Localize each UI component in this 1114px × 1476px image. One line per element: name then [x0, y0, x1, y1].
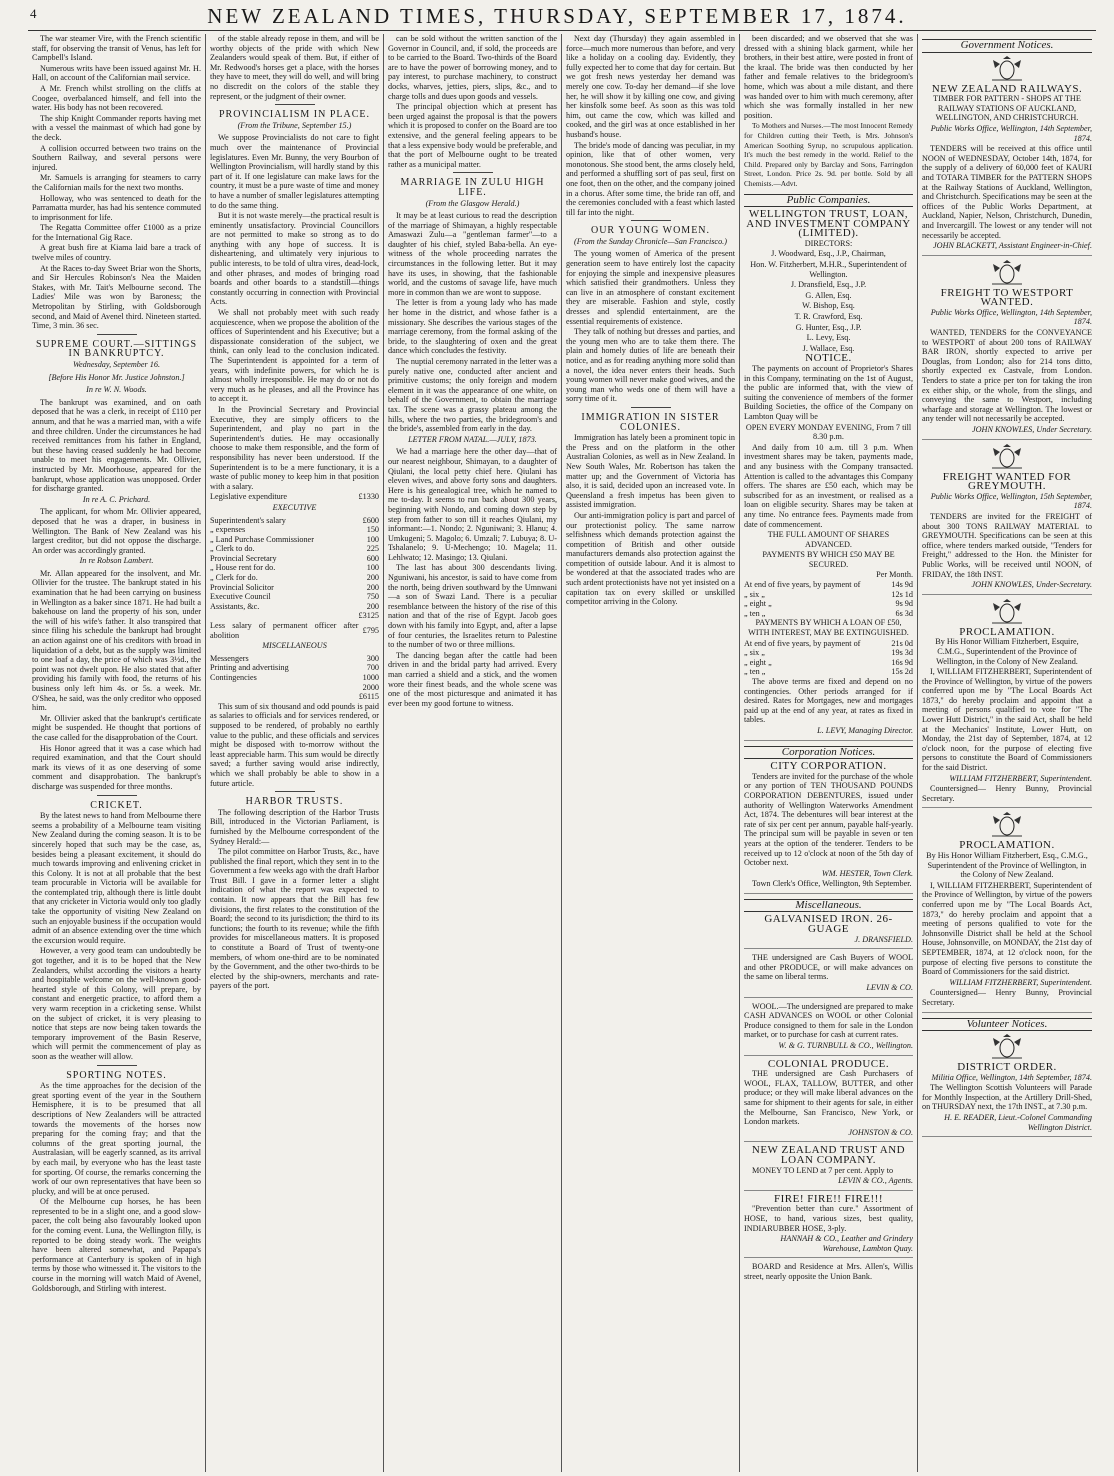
city-advert [744, 762, 913, 894]
marriage-source: (From the Glasgow Herald.) [425, 198, 520, 208]
table-row [210, 663, 379, 673]
table-cell: Legislative expenditure [210, 492, 288, 502]
table-row [744, 580, 913, 590]
misc-label: MISCELLANEOUS [262, 641, 327, 651]
payments-table [744, 570, 913, 618]
table-cell: Executive Council [210, 592, 271, 602]
column-1 [28, 34, 206, 1472]
table-cell: „ six „ [744, 589, 765, 599]
westport-office: Public Works Office, Wellington, 14th September, 1874. [930, 307, 1092, 327]
nzr-text: TENDERS will be received at this office until NOON of WEDNESDAY, October 14th, 1874, for the supply of a delivery of 60,000 feet of KAURI and TOTARA TIMBER for the PATTERN SHOPS at the Railway Stations of Auckland, Wellington, and Christchurch. Specifications may be seen at the offices of the Public Works Department, at Auckland, Napier, Nelson, Christchurch, Dunedin, and Invercargill. The lowest or any tender will not necessarily be accepted. [922, 144, 1092, 240]
cricket-paragraph: However, a very good team can undoubtedly be got together, and it is to be hoped that the New Zealanders, whilst according the visitors a hearty and hospitable welcome on the well-known good-hearted style of this Colony, will prepare, by constant and energetic practice, to afford them a very warm reception in a cricketing sense. Whilst on the subject of cricket, it is very pleasing to notice that steps are now being taken towards the temporary improvement of the Basin Reserve, which will permit the commencement of play as soon as the weather will allow. [32, 946, 201, 1061]
cricket-paragraph: By the latest news to hand from Melbourne there seems a probability of a Melbourne team visiting New Zealand during the coming season. It is to be sincerely hoped that such may be the case, as, besides being a pleasant excitement, it should do much towards improving and enlivening cricket in this Colony. It is not at all probable that the best team procurable in Victoria will be available for the contemplated trip, although there is little doubt that any cricketer in Victoria would only too gladly take the opportunity of visiting New Zealand on such an enjoyable business if the occupation would admit of an absence extending over the time which the excursion would require. [32, 811, 201, 945]
volunteer-heading: Volunteer Notices. [922, 1018, 1092, 1032]
table-cell: 2000 [362, 682, 379, 692]
table-row [744, 639, 913, 649]
district-title: DISTRICT ORDER. [957, 1061, 1057, 1074]
table-cell: Messengers [210, 653, 249, 663]
royal-crest-icon [988, 260, 1026, 286]
wti-advert [744, 210, 913, 740]
notice-heading: NOTICE. [805, 352, 852, 365]
proclamation-2 [922, 841, 1092, 1012]
paragraph: can be sold without the written sanction of the Governor in Council, and, if sold, the proceeds are to be carried to the Board. Two-thirds of the Board are to have the power of borrowing money, and to pay interest, to purchase machinery, to construct docks, wharves, jetties, piers, slips, &c., and to charge tolls and dues upon goods and vessels. [388, 34, 557, 101]
paragraph: We suppose Provincialists do not care to fight much over the maintenance of Provincial legislatures. Even Mr. Bunny, the very Bourbon of Wellington Provincialism, will hardly stand by this part of it. If one legislature can make laws for the country, it must be a pure waste of time and money to have a number of smaller legislatures attempting to do the same thing. [210, 133, 379, 210]
paragraph: Next day (Thursday) they again assembled in force—much more numerous than before, and very like a holiday on a cooling day. Evidently, they fully expected her to come that day for certain. But we got fresh news yesterday her demand was merely one cow. To-day her demand—if she love her, he will show it by killing one cow, and giving her kinsfolk some beef. As soon as this was told him, out came the cow, which was killed and cooked, and the girl was at once established in her husband's house. [566, 34, 735, 139]
nzt-advert [744, 1146, 913, 1190]
paragraph: of the stable already repose in them, and will be worthy objects of the pride with which New Zealanders would speak of them. But, if either of Mr. Redwood's horses get a place, with the horses they have to meet, they will do well, and will bring no discredit on the colors of the stable they represent, or the judgment of their owner. [210, 34, 379, 101]
wti-director: G. Allen, Esq. [805, 290, 852, 300]
proclamation-text: I, WILLIAM FITZHERBERT, Superintendent of the Province of Wellington, by virtue of the powers conferred upon me by "The Local Boards Act 1873," do hereby proclaim and appoint that a meeting of persons qualified to vote for "The Lower Hutt District," in the said Act, shall be held at the Mechanics' Institute, Lower Hutt, on Monday, the 21st day of September, 1874, at 12 o'clock noon, for the purpose of electing five persons to constitute the Board of Commissioners for the said District. [922, 667, 1092, 773]
notice-text: The payments on account of Proprietor's Shares in this Company, terminating on the 1st of August, the public are informed that, with the view of suiting the convenience of members of the former Building Societies, the office of the Company on Lambton Quay will be [744, 364, 913, 421]
table-cell: At end of five years, by payment of [744, 638, 861, 648]
nzt-text: MONEY TO LEND at 7 per cent. Apply to [752, 1165, 894, 1175]
royal-crest-icon [988, 812, 1026, 838]
greymouth-advert [922, 470, 1092, 595]
divider [97, 1065, 137, 1066]
table-cell: „ Land Purchase Commissioner [210, 534, 314, 544]
city-title: CITY CORPORATION. [770, 760, 887, 773]
table-row [210, 492, 379, 502]
miscellaneous-heading: Miscellaneous. [744, 899, 913, 913]
paragraph: In the Provincial Secretary and Provincial Executive, they are simply officers to the Superintendent, and play no part in the Superintendent's duties. He may occasionally choose to make them responsible, and the form of responsibility has never been understood. If the Superintendent is to be a mere functionary, it is a waste of public money to keep him in that position with a salary. [210, 404, 379, 491]
table-cell: 9s 9d [895, 599, 913, 609]
iron-signature: J. DRANSFIELD. [854, 934, 913, 944]
district-text: The Wellington Scottish Volunteers will Parade for Monthly Inspection, at the Artillery Drill-Shed, on THURSDAY next, the 17th INST., at 7.30 p.m. [922, 1083, 1092, 1112]
proclamation-signature: WILLIAM FITZHERBERT, Superintendent. [949, 773, 1092, 783]
royal-crest-icon [988, 56, 1026, 82]
paragraph: This sum of six thousand and odd pounds is paid as salaries to officials and for services rendered, or supposed to be rendered, of probably no earthly value to the public, and these officials and services might be disposed with to-morrow without the least appreciable harm. This sum would be directly saved; a further saving would arise indirectly, which we shall probably be able to show in a future article. [210, 701, 379, 788]
paragraph: The letter is from a young lady who has made her home in the district, and whose father is a missionary. She describes the various stages of the marriage ceremony, from the formal asking of the bride, to the slaughtering of oxen and the great dance which concludes the festivity. [388, 298, 557, 356]
notice-open-hours: OPEN EVERY MONDAY EVENING, From 7 till 8.30 p.m. [745, 422, 912, 442]
proclamation-title: PROCLAMATION. [959, 625, 1055, 638]
board-advert: BOARD and Residence at Mrs. Allen's, Willis street, nearly opposite the Union Bank. [744, 1262, 913, 1281]
fire-signature: HANNAH & CO., Leather and Grindery Warehouse, Lambton Quay. [780, 1234, 913, 1253]
table-cell: „ ten „ [744, 608, 766, 618]
divider [97, 334, 137, 335]
table-row [210, 544, 379, 554]
wool-advert [744, 1002, 913, 1056]
young-women-source: (From the Sunday Chronicle—San Francisco.) [574, 236, 727, 246]
table-row [210, 525, 379, 535]
table-cell: 21s 0d [891, 638, 913, 648]
iron-advert [744, 915, 913, 949]
news-item: Mr. Samuels is arranging for steamers to carry the Californian mails for the next two months. [32, 173, 201, 192]
repay-text: The above terms are fixed and depend on no contingencies. Other periods arranged for if desired. Rates for Mortgages, new and mortgages paid up at the end of any year, at rates as fixed in tables. [744, 677, 913, 725]
table-row [210, 554, 379, 564]
table-row [210, 673, 379, 683]
levin-text: THE undersigned are Cash Buyers of WOOL and other PRODUCE, or will make advances on the same on liberal terms. [744, 953, 913, 982]
table-cell: Provincial Secretary [210, 553, 277, 563]
proclamation-by: By His Honor William Fitzherbert, Esquire, C.M.G., Superintendent of the Province of Wellington, in the Colony of New Zealand. [935, 637, 1079, 666]
paragraph: We shall not probably meet with such ready acquiescence, when we propose the abolition of the offices of Superintendent and his Executive; but a dispassionate consideration of the subject, we think, can only lead to the conclusion indicated. The Superintendent is appointed for a term of years, with indefinite powers, for which he is almost wholly irresponsible. He may do or not do very much as he pleases, and all the Province has to accept it. [210, 308, 379, 404]
westport-text: WANTED, TENDERS for the CONVEYANCE to WESTPORT of about 200 tons of RAILWAY BAR IRON, shortly expected to arrive per Douglas, from London; also for 214 tons ditto, shortly expected ex Castvale, from London. Tenders to state a price per ton for taking the iron ex either ship, or the whole, from the slings, and conveying the same to Westport, including wharfage and storage at Wellington. The lowest or any tender will not necessarily be accepted. [922, 328, 1092, 424]
news-item: A Mr. French whilst strolling on the cliffs at Coogee, overbalanced himself, and fell into the water. His body has not been recovered. [32, 83, 201, 113]
paragraph: The following description of the Harbor Trusts Bill, introduced in the Victorian Parliament, is furnished by the Melbourne correspondent of the Sydney Herald:— [210, 807, 379, 846]
levin-signature: LEVIN & CO. [866, 983, 913, 993]
table-row [744, 609, 913, 619]
court-heading: SUPREME COURT.—SITTINGS IN BANKRUPTCY. [35, 338, 198, 360]
district-office: Militia Office, Wellington, 14th September, 1874. [931, 1072, 1092, 1082]
table-cell: „ six „ [744, 648, 765, 658]
greymouth-title: FREIGHT WANTED FOR GREYMOUTH. [942, 470, 1072, 493]
royal-crest-icon [988, 444, 1026, 470]
divider [453, 172, 493, 173]
news-item: A great bush fire at Kiama laid bare a track of twelve miles of country. [32, 243, 201, 263]
paragraph: The principal objection which at present has been urged against the proposal is that the powers which it is proposed to confer on the Board are too extensive, and the general feeling appears to be that a less expensive body would be preferable, and that the port of Melbourne ought to be treated rather as a municipal matter. [388, 102, 557, 169]
iron-title: GALVANISED IRON. 26-GUAGE [764, 913, 893, 936]
legislative-cost-table [210, 492, 379, 502]
table-cell: 14s 9d [891, 580, 913, 590]
masthead-rule [28, 30, 1096, 31]
table-row [744, 667, 913, 677]
news-item: The ship Knight Commander reports having met with a vessel the mainmast of which had gone by the deck. [32, 113, 201, 142]
table-cell: „ House rent for do. [210, 563, 276, 573]
column-2 [206, 34, 384, 1472]
case-body: The applicant, for whom Mr. Ollivier appeared, deposed that he was a draper, in business in Wellington. The Bank of New Zealand was his largest creditor, but did not oppose the discharge. An order was accordingly granted. [32, 507, 201, 555]
table-cell: 750 [366, 592, 379, 602]
masthead-title: NEW ZEALAND TIMES, THURSDAY, SEPTEMBER 17, 1874. [207, 4, 907, 28]
table-cell: 600 [366, 553, 379, 563]
table-cell: £1330 [358, 492, 379, 502]
misc-cost-table [210, 654, 379, 702]
nzr-subtitle: TIMBER FOR PATTERN - SHOPS AT THE RAILWAY STATIONS OF AUCKLAND, WELLINGTON, AND CHRISTCHURCH. [933, 94, 1081, 123]
paragraph: The dancing began after the cattle had been driven in and the bridal party had arrived. Every man carried a shield and a stick, and the women wore their finest beads, and the whole scene was one of the most picturesque and animated it has ever been my good fortune to witness. [388, 650, 557, 708]
immigration-heading: IMMIGRATION IN SISTER COLONIES. [581, 411, 720, 433]
table-cell: 200 [366, 582, 379, 592]
sporting-heading: SPORTING NOTES. [66, 1069, 167, 1081]
levin-advert [744, 953, 913, 997]
paragraph: But it is not waste merely—the practical result is eminently unsatisfactory. Provincial Councillors are not permitted to make so strong as to do anything with any hope of success. It is disheartening, and ultimately very injurious to public interests, to be told of ultra vires, dead-lock, and other phrases, and modes of bringing road boards and other boards to a standstill—things constantly occurring in connection with Provincial Acts. [210, 211, 379, 307]
table-cell: £3125 [358, 611, 379, 621]
column-5 [740, 34, 918, 1472]
divider [97, 795, 137, 796]
table-cell [744, 570, 872, 580]
case-body: Mr. Ollivier asked that the bankrupt's certificate might be suspended. He thought that portions of the case called for the disapprobation of the Court. [32, 713, 201, 742]
table-cell: Contingencies [210, 673, 257, 682]
paragraph: Our anti-immigration policy is part and parcel of our protectionist policy. The same narrow selfishness which demands protection against the competition of British and other outside manufacturers demands also protection against the competition of outside labour. And it is almost to be wondered at that the associated trades who are such ardent protectionists have not yet insisted on a capitation tax on every skilled or unskilled competitor arriving in the Colony. [566, 510, 735, 607]
provincialism-source: (From the Tribune, September 15.) [237, 120, 352, 130]
harbor-heading: HARBOR TRUSTS. [245, 796, 344, 808]
city-office: Town Clerk's Office, Wellington, 9th September. [752, 879, 912, 889]
case-title: In re W. N. Woods. [86, 385, 147, 395]
nzt-signature: LEVIN & CO., Agents. [838, 1176, 913, 1186]
notice-text: And daily from 10 a.m. till 3 p.m. When investment shares may be taken, payments made, and any business with the Company transacted. Attention is called to the advantages this Company offers. The shares are £50 each, which may be subscribed for as an investment, or realised as a loan on eligible security. Shares may be taken at any time. No entrance fees. Payments made from date of commencement. [744, 442, 913, 529]
court-date: Wednesday, September 16. [72, 360, 160, 369]
nzr-title: NEW ZEALAND RAILWAYS. [931, 82, 1083, 95]
table-row [210, 621, 379, 640]
table-cell: 6s 3d [895, 608, 913, 618]
divider [631, 407, 671, 408]
table-cell: 300 [366, 653, 379, 663]
greymouth-signature: JOHN KNOWLES, Under-Secretary. [971, 580, 1092, 590]
table-cell: 16s 9d [891, 657, 913, 667]
paragraph: The bride's mode of dancing was peculiar, in my opinion, like that of other women, very monotonous. She stood bent, the arms closely held, and performed a shuffling sort of pas seul, first on one foot, then on the other, and the company joined in a chorus. After some time, the bride ran off, and the ceremonies concluded with a feast which lasted till far into the night. [566, 140, 735, 217]
case-title: In re A. C. Prichard. [82, 494, 151, 504]
paragraph: We had a marriage here the other day—that of our nearest neighbour, Shimayan, to a daughter of Qiulani, the local petty chief here. Qiulani has eleven wives, and above forty sons and daughters. Here is his genealogical tree, which he named to me to-day. It seems to run back about 300 years, beginning with Nondo, and coming down step by step from father to son till it reaches Qiulani, my informant:—1. Nondo; 2. Nguniwani; 3. Hlanu; 4. Umkugeni; 5. Magolo; 6. Umzali; 7. Lubuya; 8. U-Tshalanelo; 9. U-Mechengo; 10. Magela; 11. Lehlwato; 12. Masingo; 13. Qiulani. [388, 447, 557, 562]
letter-heading: LETTER FROM NATAL.—JULY, 1873. [408, 434, 537, 444]
paragraph: It may be at least curious to read the description of the marriage of Shimayan, a highly respectable Amaswazi Zulu—a "gentleman farmer"—to a daughter of his chief, styled Baba-bella. An eye-witness of the whole proceeding narrates the circumstances in the following letter. But it may have its uses, in showing, that the fashionable world, and the customs of savage life, have much more in common than we are wont to suppose. [388, 211, 557, 297]
colonial-title: COLONIAL PRODUCE. [767, 1057, 890, 1070]
royal-crest-icon [988, 1034, 1026, 1060]
repay-heading: PAYMENTS BY WHICH A LOAN OF £50, WITH INTEREST, MAY BE EXTINGUISHED. [748, 618, 909, 638]
proclamation-countersign: Countersigned— Henry Bunny, Provincial Secretary. [922, 988, 1092, 1007]
table-cell [210, 611, 359, 621]
table-total [210, 683, 379, 693]
wti-title: WELLINGTON TRUST, LOAN, AND INVESTMENT COMPANY (LIMITED). [746, 208, 911, 240]
public-companies-heading: Public Companies. [744, 194, 913, 208]
nzr-office: Public Works Office, Wellington, 14th September, 1874. [930, 123, 1092, 143]
table-cell: 150 [366, 525, 379, 535]
nzr-advert [922, 82, 1092, 256]
table-cell: 100 [366, 563, 379, 573]
sporting-paragraph: Of the Melbourne cup horses, he has been represented to be in a slight one, and a good slow-pacer, the colt being also favourably looked upon for the coming event. Luna, the Wellington filly, is reported to be doing steady work. The weights have been altered somewhat, and Papapa's performance at Canterbury is spoken of in high terms by those who witnessed it. The visitors to the course in the morning will watch Maid of Avenel, Goldsborough, and Stirling with interest. [32, 1197, 201, 1293]
corporation-heading: Corporation Notices. [744, 746, 913, 760]
table-row [744, 648, 913, 658]
wti-director: G. Hunter, Esq., J.P. [795, 322, 862, 332]
column-4 [562, 34, 740, 1472]
news-item: Numerous writs have been issued against Mr. H. Hall, on account of the Californian mail service. [32, 63, 201, 83]
table-cell: Provincial Solicitor [210, 582, 274, 592]
case-body: Mr. Allan appeared for the insolvent, and Mr. Ollivier for the trustee. The bankrupt stated in his examination that he had been carrying on business in Wellington as a baker since 1871. He had built a bakehouse on land the property of his son, under the will of his wife's father. It also transpired that since filing his schedule the bankrupt had brought an action against one of his creditors with broad in liquidation of a debt, but as the supply was limited to one loaf a day, the price of which was 3½d., the point was not dwelt upon. He also stated that after providing his family with food, the returns of his business only left him 4s. or 5s. a week. Mr. O'Shea, he said, was the only creditor who opposed him. [32, 568, 201, 713]
repay-table [744, 639, 913, 677]
wti-signature: L. LEVY, Managing Director. [817, 725, 913, 735]
nzt-title: NEW ZEALAND TRUST AND LOAN COMPANY. [751, 1144, 906, 1166]
fire-advert [744, 1192, 913, 1259]
table-cell: Assistants, &c. [210, 601, 260, 611]
greymouth-office: Public Works Office, Wellington, 15th September, 1874. [930, 491, 1092, 511]
paragraph: The last has about 300 descendants living. Nguniwani, his ancestor, is said to have come from the north, being driven southward by the Umnwani—a son of Swazi Land. There is a peculiar resemblance between the history of the rise of this nation and that of the rise of Egypt. Jacob goes down with his family into Egypt, and, after a lapse of four centuries, the Israelites return to Palestine to the number of two or three millions. [388, 563, 557, 650]
table-row [744, 658, 913, 668]
table-cell [210, 683, 345, 693]
news-item: A collision occurred between two trains on the Southern Railway, and several persons were injured. [32, 143, 201, 172]
table-cell: 200 [366, 573, 379, 583]
table-cell [210, 692, 345, 702]
wti-directors-label: DIRECTORS: [804, 238, 853, 248]
wool-signature: W. & G. TURNBULL & CO., Wellington. [778, 1041, 913, 1050]
case-body: His Honor agreed that it was a case which had required examination, and that the Court should mark its views of it as one deserving of some comment and disapprobation. The bankrupt's discharge was suspended for three months. [32, 743, 201, 791]
table-cell: Per Month. [876, 570, 913, 580]
paragraph: They talk of nothing but dresses and parties, and the young men who are to take them there. The plain and homely duties of life are beneath their notice, and as for reading anything more solid than a novel, the idea never enters their heads. Such young women will never make good wives, and the young man who weds one of them will have a sorry time of it. [566, 327, 735, 404]
wti-director: J. Dransfield, Esq., J.P. [790, 280, 867, 290]
greymouth-text: TENDERS are invited for the FREIGHT of about 300 TONS RAILWAY MATERIAL to GREYMOUTH. Specifications can be seen at this office, where tenders marked outside, "Tenders for Freight," addressed to the Hon. the Minister for Public Works, will be received until NOON, of FRIDAY, the 18th INST. [922, 511, 1092, 579]
wti-director: J. Woodward, Esq., J.P., Chairman, [771, 249, 886, 259]
table-cell: „ expenses [210, 525, 246, 535]
table-cell: „ ten „ [744, 667, 766, 677]
city-text: Tenders are invited for the purchase of the whole or any portion of TEN THOUSAND POUNDS CORPORATION DEBENTURES, issued under authority of Wellington Waterworks Amendment Act, 1874. The debentures will bear interest at the rate of six per cent per annum, payable half-yearly. The principal sum will be payable in seven or ten years at the option of the tenderer. Tenders to be received up to 12 o'clock at noon of the 5th day of October next. [744, 771, 913, 868]
divider [631, 220, 671, 221]
wti-director: L. Levy, Esq. [806, 333, 851, 343]
table-cell: „ Clerk to do. [210, 544, 255, 554]
table-cell: 200 [366, 601, 379, 611]
wti-director: T. R. Crawford, Esq. [794, 312, 863, 322]
executive-label: EXECUTIVE [272, 502, 317, 512]
colonial-advert [744, 1057, 913, 1143]
table-row [210, 563, 379, 573]
district-signature: H. E. READER, Lieut.-Colonel Commanding Wellington District. [944, 1113, 1092, 1132]
marriage-heading: MARRIAGE IN ZULU HIGH LIFE. [400, 177, 545, 198]
grand-total [210, 692, 379, 702]
wti-director: W. Bishop, Esq. [802, 301, 855, 311]
table-row [210, 573, 379, 583]
table-cell: 15s 2d [891, 667, 913, 677]
fire-text: "Prevention better than cure." Assortment of HOSE, to hand, various sizes, best quality, INDIARUBBER HOSE, 3-ply. [744, 1204, 913, 1233]
paragraph: The pilot committee on Harbor Trusts, &c., have published the final report, which they sent in to the Government a few weeks ago with the draft Harbor Trust Bill. I gave in a former letter a slight indication of what the report was expected to contain. It now appears that the Bill has few divisions, the first relates to the constitution of the Board; the second to its jurisdiction; the third to its functions; the fourth to its revenue; while the fifth provides for miscellaneous matters. It is proposed to constitute a Board of Trust of twenty-one members, of whom one-third are to be nominated by the Government, and the other two-thirds to be elected by the ship-owners, merchants and rate-payers of the port. [210, 847, 379, 991]
provincialism-heading: PROVINCIALISM IN PLACE. [218, 109, 371, 121]
table-row [210, 583, 379, 593]
patent-medicine-ad: To Mothers and Nurses.—The most Innocent Remedy for Children cutting their Teeth, is Mrs. Johnson's American Soothing Syrup, no scrupulous application. It's much the best remedy in the world. Relief to the Child. Prepared only by Barclay and Sons, Farringdon Street, London. Price 2s. 9d. per bottle. Sold by all Chemists.—Advt. [744, 121, 913, 188]
table-cell: 100 [366, 534, 379, 544]
table-row [744, 590, 913, 600]
proclamation-by: By His Honor William Fitzherbert, Esq., C.M.G., Superintendent of the Province of Wellington, in the Colony of New Zealand. [926, 851, 1088, 880]
columns [28, 34, 1098, 1472]
executive-cost-table [210, 516, 379, 641]
wti-director: J. Wallace, Esq. [802, 343, 855, 353]
table-cell: 12s 1d [891, 589, 913, 599]
westport-signature: JOHN KNOWLES, Under Secretary. [972, 425, 1092, 434]
paragraph: The young women of America of the present generation seem to have entirely lost the capacity for enjoying the simple and inexpensive pleasures which satisfied their grandmothers. Unless they can live in an atmosphere of constant excitement they are miserable. Fashion and style, costly dresses and splendid entertainment, are the essential requirements of existence. [566, 249, 735, 326]
table-cell: 225 [366, 544, 379, 554]
young-women-heading: OUR YOUNG WOMEN. [590, 225, 711, 237]
table-cell: £795 [362, 625, 379, 635]
paragraph: been discarded; and we observed that she was dressed with a shining black garment, while her brothers, in their best attire, were posted in front of the kraal. The bride was then conducted by her father and female relatives to the bridegroom's home, which was about a mile distant, and there was handed over to him with much ceremony, after which she was formally installed in her new position. [744, 34, 913, 120]
table-row [210, 592, 379, 602]
westport-title: FREIGHT TO WESTPORT WANTED. [940, 286, 1074, 309]
court-judge: [Before His Honor Mr. Justice Johnston.] [48, 372, 185, 382]
proclamation-signature: WILLIAM FITZHERBERT, Superintendent. [949, 977, 1092, 987]
table-row [210, 516, 379, 526]
table-cell: Printing and advertising [210, 663, 289, 673]
news-item: At the Races to-day Sweet Briar won the Shorts, and Sir Hercules Robinson's Nea the Maiden Stakes, with Mr. Tait's Melbourne second. The Ladies' Mile was won by Baroness; the Metropolitan by Stirling, with Goldsborough second, and Maid of Avenel third. Nineteen started. Time, 3 min. 36 sec. [32, 263, 201, 331]
column-3 [384, 34, 562, 1472]
table-row [210, 535, 379, 545]
page-number: 4 [30, 6, 37, 21]
proclamation-text: I, WILLIAM FITZHERBERT, Superintendent of the Province of Wellington, by virtue of the powers conferred upon me by "The Local Boards Act, 1873," do hereby proclaim and appoint that a meeting of persons qualified to vote for the Johnsonville District shall be held at the School House, Johnsonville, on MONDAY, the 21st day of SEPTEMBER, 1874, at 12 o'clock noon, for the purpose of electing five persons to constitute the Board of Commissioners for the said district. [922, 880, 1092, 977]
divider [275, 791, 315, 792]
fire-title: FIRE! FIRE!! FIRE!!! [774, 1192, 883, 1205]
table-cell: 1000 [362, 673, 379, 682]
city-signature: WM. HESTER, Town Clerk. [821, 868, 913, 878]
wti-director: Hon. W. Fitzherbert, M.H.R., Superintendent of Wellington. [750, 260, 907, 279]
proclamation-countersign: Countersigned— Henry Bunny, Provincial Secretary. [922, 784, 1092, 803]
table-cell: 19s 3d [891, 648, 913, 658]
table-cell: 700 [366, 663, 379, 673]
paragraph: The nuptial ceremony narrated in the letter was a purely native one, conducted after ancient and primitive customs; the only foreign and modern element in it was the appearance of one white, on behalf of the Government, to obtain the marriage tax. The scene was a grassy plateau among the hills, where the two parties, the bridegroom's and the bride's, assembled from early in the day. [388, 357, 557, 434]
news-item: The war steamer Vire, with the French scientific staff, for observing the transit of Venus, has left for Campbell's Island. [32, 34, 201, 63]
table-cell: „ Clerk for do. [210, 573, 258, 583]
table-row [210, 602, 379, 612]
sporting-paragraph: As the time approaches for the decision of the great sporting event of the year in the Southern Hemisphere, it is to be presumed that all descriptions of New Zealanders will be attracted towards the movements of the horses now preparing for the coming fray; and that the columns of the great sporting journal, the Australasian, will be eagerly scanned, as its arrival by each mail, by everyone who has the least taste for sporting. Of course, the remarks concerning the work of our own representatives that have been so plucky, and will be at once perused. [32, 1081, 201, 1196]
table-cell: £600 [362, 515, 379, 525]
news-item: Holloway, who was sentenced to death for the Parramatta murder, has had his sentence commuted to imprisonment for life. [32, 193, 201, 222]
news-item: The Regatta Committee offer £1000 as a prize for the International Gig Race. [32, 223, 201, 242]
divider [275, 104, 315, 105]
table-cell: £6115 [358, 692, 379, 702]
full-amount: THE FULL AMOUNT OF SHARES ADVANCED. [767, 530, 890, 549]
table-cell: Superintendent's salary [210, 515, 286, 525]
table-row [744, 599, 913, 609]
colonial-signature: JOHNSTON & CO. [848, 1127, 913, 1137]
table-row [744, 570, 913, 580]
wool-text: WOOL.—The undersigned are prepared to make CASH ADVANCES on WOOL or other Colonial Produce consigned to them for sale in the London market, or to purchase for cash at current rates. [744, 1001, 913, 1040]
nzr-signature: JOHN BLACKETT, Assistant Engineer-in-Chief. [933, 241, 1092, 251]
cricket-heading: CRICKET. [90, 799, 143, 811]
royal-crest-icon [988, 599, 1026, 625]
case-body: The bankrupt was examined, and on oath deposed that he was a clerk, in receipt of £110 per annum, and that he was a married man, with a wife and three children. Under the circumstances he had received remittances from his father in England, but these having ceased suddenly he had become unable to meet his engagements. Mr. Ollivier, instructed by Mr. Moorhouse, appeared for the bankrupt, whose application was unopposed. Order for discharge granted. [32, 397, 201, 494]
proclamation-title: PROCLAMATION. [959, 839, 1055, 852]
table-cell: „ eight „ [744, 657, 772, 667]
table-row [210, 654, 379, 664]
colonial-text: THE undersigned are Cash Purchasers of WOOL, FLAX, TALLOW, BUTTER, and other produce; or they will make liberal advances on the same for shipment to their agents for sale, in either the Melbourne, San Francisco, New York, or London markets. [744, 1069, 913, 1127]
proclamation-1 [922, 625, 1092, 809]
table-cell: At end of five years, by payment of [744, 580, 861, 590]
paragraph: Immigration has lately been a prominent topic in the Press and on the platform in the other Australian Colonies, as well as in New Zealand. In New South Wales, Mr. Robertson has taken the matter up; and the Government of Victoria has also, it is said, decided upon an increased vote. In Queensland a fresh impetus has been given to assisted immigration. [566, 433, 735, 510]
table-cell: Less salary of permanent officer after abolition [210, 621, 359, 640]
payments-heading: PAYMENTS BY WHICH £50 MAY BE SECURED. [762, 550, 895, 569]
district-order [922, 1063, 1092, 1137]
column-6 [918, 34, 1096, 1472]
table-total [210, 611, 379, 621]
westport-advert [922, 286, 1092, 440]
government-heading: Government Notices. [922, 39, 1092, 53]
case-title: In re Robson Lambert. [79, 556, 154, 566]
table-cell: „ eight „ [744, 599, 772, 609]
